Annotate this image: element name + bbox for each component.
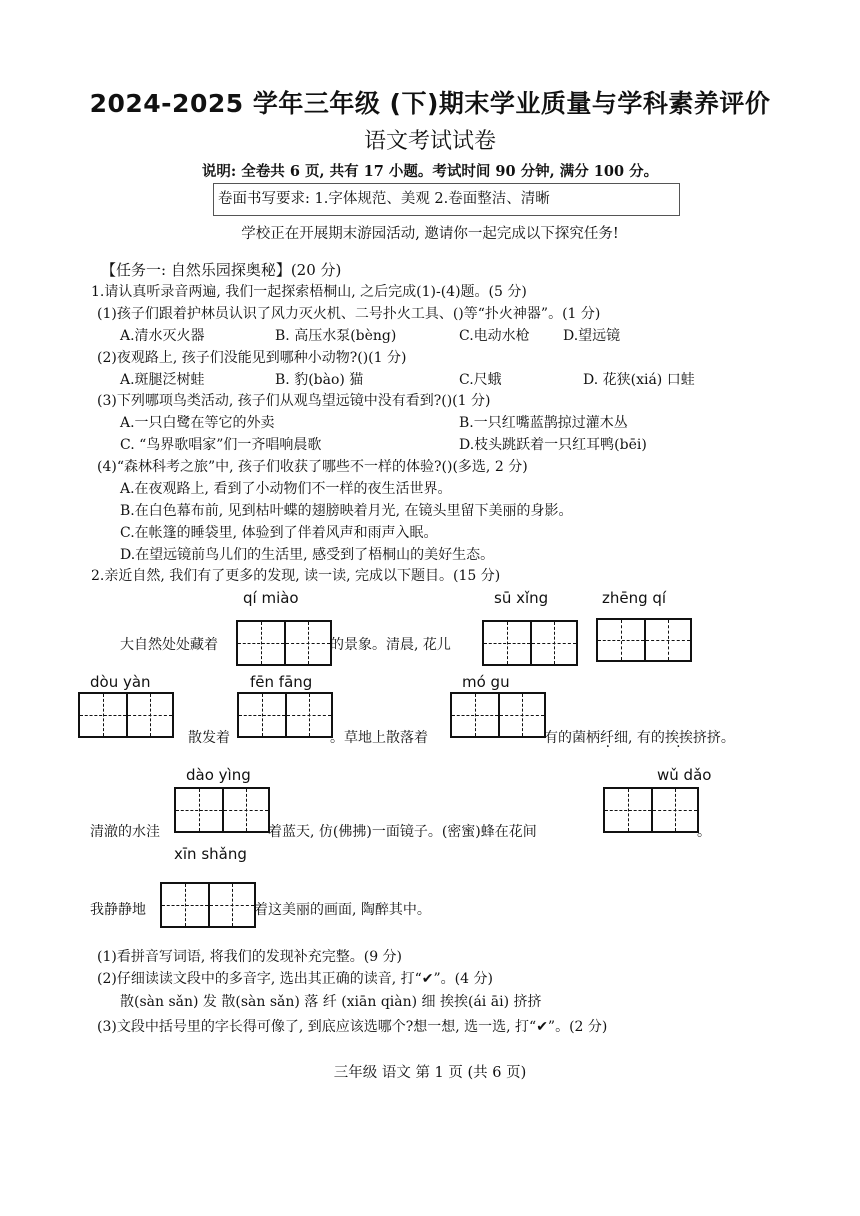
pinyin-fenfang: fēn fāng [250, 673, 313, 691]
pinyin-wudao: wǔ dǎo [657, 766, 712, 784]
q2-1-stem: (1)看拼音写词语, 将我们的发现补充完整。(9 分) [97, 949, 403, 965]
q1-4-stem: (4)“森林科考之旅”中, 孩子们收获了哪些不一样的体验?()(多选, 2 分) [97, 459, 528, 475]
pinyin-mogu: mó gu [462, 673, 510, 691]
passage-line4-a: 我静静地 [90, 902, 146, 918]
passage-line1-b: 的景象。清晨, 花儿 [330, 637, 451, 653]
q1-4-option-a[interactable]: A.在夜观路上, 看到了小动物们不一样的夜生活世界。 [120, 481, 452, 497]
pinyin-xinshang: xīn shǎng [174, 845, 247, 863]
polyphone-xian: 纤 [600, 730, 614, 746]
q1-stem: 1.请认真听录音两遍, 我们一起探索梧桐山, 之后完成(1)-(4)题。(5 分) [91, 284, 527, 300]
pinyin-qimiao: qí miào [243, 589, 299, 607]
writing-grid-douyan[interactable] [78, 692, 174, 738]
passage-line1-a: 大自然处处藏着 [120, 637, 218, 653]
polyphone-ai: 挨挨 [664, 730, 693, 746]
page-footer: 三年级 语文 第 1 页 (共 6 页) [333, 1065, 527, 1081]
q1-1-option-b[interactable]: B. 高压水泵(bèng) [275, 328, 397, 344]
q1-3-option-a[interactable]: A.一只白鹭在等它的外卖 [120, 415, 275, 431]
writing-grid-zhengqi[interactable] [596, 618, 692, 662]
pinyin-suxing: sū xǐng [494, 589, 549, 607]
q1-1-option-d[interactable]: D.望远镜 [563, 328, 621, 344]
activity-intro: 学校正在开展期末游园活动, 邀请你一起完成以下探究任务! [241, 226, 619, 242]
q1-2-option-c[interactable]: C.尺蛾 [459, 372, 502, 388]
pinyin-daoying: dào yìng [186, 766, 251, 784]
writing-grid-daoying[interactable] [174, 787, 270, 833]
passage-line3-c: 。 [697, 824, 711, 840]
pinyin-douyan: dòu yàn [90, 673, 151, 691]
passage-line2-a: 散发着 [188, 730, 230, 746]
q1-4-option-c[interactable]: C.在帐篷的睡袋里, 体验到了伴着风声和雨声入眠。 [120, 525, 438, 541]
writing-grid-qimiao[interactable] [236, 620, 332, 666]
exam-title: 2024-2025 学年三年级 (下)期末学业质量与学科素养评价 [89, 89, 771, 118]
q1-3-option-d[interactable]: D.枝头跳跃着一只红耳鸭(bēi) [459, 437, 647, 453]
passage-line4-b: 着这美丽的画面, 陶醉其中。 [254, 902, 431, 918]
q1-3-option-c[interactable]: C. “鸟界歌唱家”们一齐唱响晨歌 [120, 437, 322, 453]
q1-2-stem: (2)夜观路上, 孩子们没能见到哪种小动物?()(1 分) [97, 350, 407, 366]
q1-1-stem: (1)孩子们跟着护林员认识了风力灭火机、二号扑火工具、()等“扑火神器”。(1 分) [97, 306, 601, 322]
writing-grid-mogu[interactable] [450, 692, 546, 738]
task1-heading: 【任务一: 自然乐园探奥秘】(20 分) [101, 261, 342, 279]
q1-1-option-c[interactable]: C.电动水枪 [459, 328, 530, 344]
passage-line2-c: 有的菌柄纤细, 有的挨挨挤挤。 [544, 730, 735, 746]
q2-2-options[interactable]: 散(sàn sǎn) 发 散(sàn sǎn) 落 纤 (xiān qiàn) 细 挨挨(ái āi) 挤挤 [120, 994, 542, 1010]
passage-line2-b: 。草地上散落着 [330, 730, 428, 746]
passage-line3-b: 着蓝天, 仿(佛拂)一面镜子。(密蜜)蜂在花间 [268, 824, 537, 840]
exam-instructions: 说明: 全卷共 6 页, 共有 17 小题。考试时间 90 分钟, 满分 100 分。 [201, 163, 659, 180]
pinyin-zhengqi: zhēng qí [602, 589, 667, 607]
q1-4-option-d[interactable]: D.在望远镜前鸟儿们的生活里, 感受到了梧桐山的美好生态。 [120, 547, 495, 563]
q1-2-option-a[interactable]: A.斑腿泛树蛙 [120, 372, 205, 388]
q1-3-stem: (3)下列哪项鸟类活动, 孩子们从观鸟望远镜中没有看到?()(1 分) [97, 393, 491, 409]
writing-grid-fenfang[interactable] [237, 692, 333, 738]
q1-3-option-b[interactable]: B.一只红嘴蓝鹊掠过灌木丛 [459, 415, 628, 431]
passage-line3-a: 清澈的水洼 [90, 824, 160, 840]
q2-2-stem: (2)仔细读读文段中的多音字, 选出其正确的读音, 打“✔”。(4 分) [97, 971, 493, 987]
writing-grid-wudao[interactable] [603, 787, 699, 833]
q1-1-option-a[interactable]: A.清水灭火器 [120, 328, 205, 344]
exam-subtitle: 语文考试试卷 [363, 129, 496, 154]
q2-3-stem: (3)文段中括号里的字长得可像了, 到底应该选哪个?想一想, 选一选, 打“✔”。(2 分) [97, 1019, 608, 1035]
writing-grid-suxing[interactable] [482, 620, 578, 666]
q2-stem: 2.亲近自然, 我们有了更多的发现, 读一读, 完成以下题目。(15 分) [91, 568, 501, 584]
writing-grid-xinshang[interactable] [160, 882, 256, 928]
q1-2-option-d[interactable]: D. 花狭(xiá) 口蛙 [583, 372, 695, 388]
writing-requirement-box: 卷面书写要求: 1.字体规范、美观 2.卷面整洁、清晰 [213, 183, 680, 216]
q1-4-option-b[interactable]: B.在白色幕布前, 见到枯叶蝶的翅膀映着月光, 在镜头里留下美丽的身影。 [120, 503, 573, 519]
q1-2-option-b[interactable]: B. 豹(bào) 猫 [275, 372, 364, 388]
